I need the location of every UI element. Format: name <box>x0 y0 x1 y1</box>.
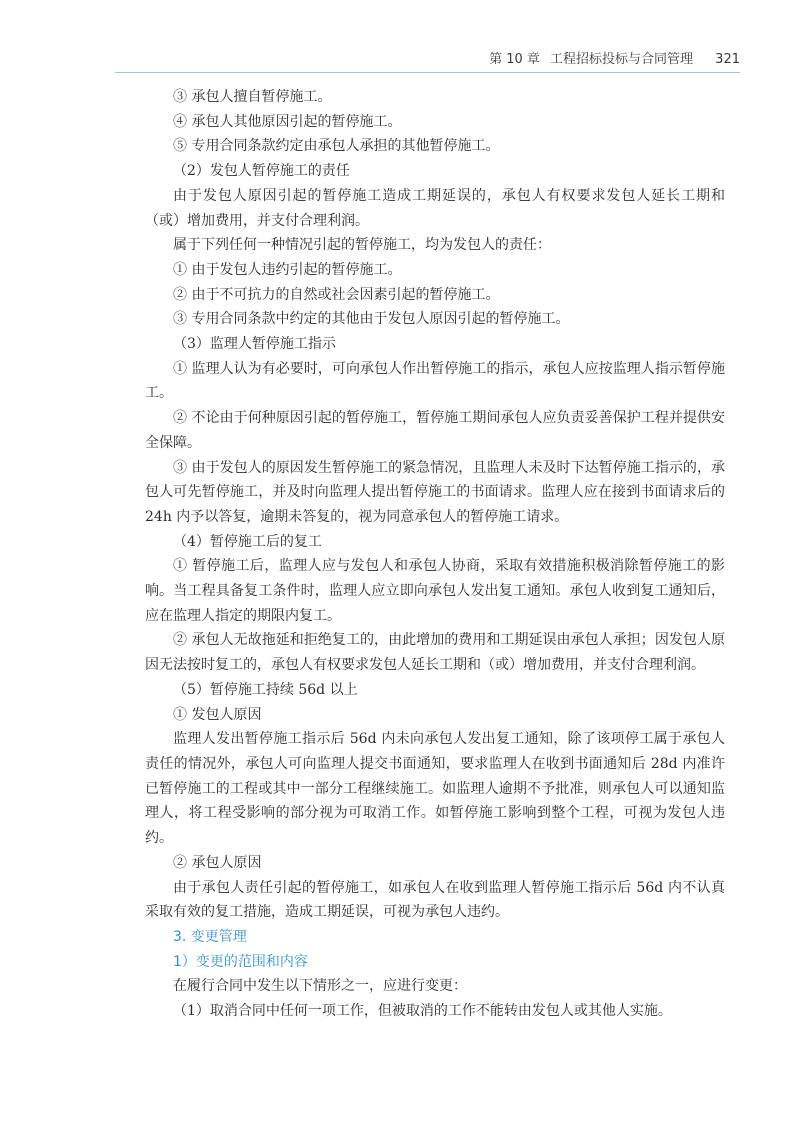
paragraph: 监理人发出暂停施工指示后 56d 内未向承包人发出复工通知，除了该项停工属于承包人责任的情况外，承包人可向监理人提交书面通知，要求监理人在收到书面通知后 28d 内准许已暂停施工的工程或其中一部分工程继续施工。如监理人逾期不予批准，则承包人可以通知监理人，将工程受影响的部分视为可取消工作。如暂停施工影响到整个工程，可视为发包人违约。 <box>145 731 725 847</box>
section-subheading: 1）变更的范围和内容 <box>173 953 308 970</box>
section-heading: 3. 变更管理 <box>173 928 247 945</box>
header-divider <box>115 72 740 73</box>
paragraph: ③ 由于发包人的原因发生暂停施工的紧急情况，且监理人未及时下达暂停施工指示的，承包人可先暂停施工，并及时向监理人提出暂停施工的书面请求。监理人应在接到书面请求后的 24h 内予以答复，逾期未答复的，视为同意承包人的暂停施工请求。 <box>145 459 725 525</box>
paragraph: 属于下列任何一种情况引起的暂停施工，均为发包人的责任： <box>173 237 551 254</box>
paragraph: ② 不论由于何种原因引起的暂停施工，暂停施工期间承包人应负责妥善保护工程并提供安全保障。 <box>145 410 725 451</box>
paragraph: ① 监理人认为有必要时，可向承包人作出暂停施工的指示，承包人应按监理人指示暂停施工。 <box>145 360 725 402</box>
paragraph: ① 暂停施工后，监理人应与发包人和承包人协商，采取有效措施积极消除暂停施工的影响。当工程具备复工条件时，监理人应立即向承包人发出复工通知。承包人收到复工通知后，应在监理人指定的期限内复工。 <box>145 558 725 624</box>
running-header <box>115 48 740 74</box>
subheading: （5）暂停施工持续 56d 以上 <box>173 681 358 698</box>
subheading: （2）发包人暂停施工的责任 <box>173 163 350 180</box>
paragraph: ② 承包人无故拖延和拒绝复工的，由此增加的费用和工期延误由承包人承担；因发包人原因无法按时复工的，承包人有权要求发包人延长工期和（或）增加费用，并支付合理利润。 <box>145 632 725 674</box>
subheading: （3）监理人暂停施工指示 <box>173 336 336 353</box>
list-item: ① 由于发包人违约引起的暂停施工。 <box>173 261 402 278</box>
list-item: ② 由于不可抗力的自然或社会因素引起的暂停施工。 <box>173 286 500 303</box>
list-item: ④ 承包人其他原因引起的暂停施工。 <box>173 113 402 130</box>
paragraph: 由于承包人责任引起的暂停施工，如承包人在收到监理人暂停施工指示后 56d 内不认真采取有效的复工措施，造成工期延误，可视为承包人违约。 <box>145 879 725 921</box>
chapter-title: 工程招标投标与合同管理 <box>550 52 694 67</box>
list-item: （1）取消合同中任何一项工作，但被取消的工作不能转由发包人或其他人实施。 <box>173 1003 672 1020</box>
list-item: ③ 专用合同条款中约定的其他由于发包人原因引起的暂停施工。 <box>173 311 570 328</box>
paragraph: 在履行合同中发生以下情形之一，应进行变更： <box>173 978 467 995</box>
list-item: ③ 承包人擅自暂停施工。 <box>173 89 332 105</box>
list-item: ⑤ 专用合同条款约定由承包人承担的其他暂停施工。 <box>173 138 500 155</box>
list-item: ① 发包人原因 <box>173 706 262 723</box>
list-item: ② 承包人原因 <box>173 854 262 871</box>
page-number: 321 <box>715 52 740 67</box>
chapter-number: 第 10 章 <box>489 52 540 67</box>
page-body <box>145 85 725 1024</box>
paragraph: 由于发包人原因引起的暂停施工造成工期延误的，承包人有权要求发包人延长工期和（或）增加费用，并支付合理利润。 <box>145 187 725 229</box>
subheading: （4）暂停施工后的复工 <box>173 533 322 550</box>
